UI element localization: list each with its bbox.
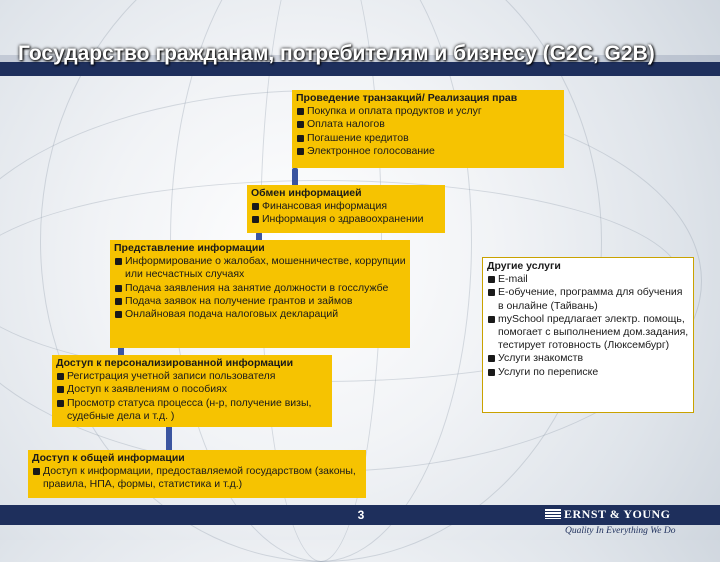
other-services-list — [487, 273, 689, 379]
list-item: Доступ к информации, предоставляемой государством (законы, правила, НПА, формы, статистика и т.д.) — [32, 465, 362, 491]
list-item: Финансовая информация — [251, 200, 441, 213]
list-item: Оплата налогов — [296, 118, 560, 131]
other-services-box — [482, 257, 694, 413]
list-item: Услуги по переписке — [487, 366, 689, 379]
list-item: mySchool предлагает электр. помощь, помогает с выполнением дом.задания, тестирует готовность (Люксембург) — [487, 313, 689, 353]
list-item: Подача заявок на получение грантов и займов — [114, 295, 406, 308]
list-item: Доступ к заявлениям о пособиях — [56, 383, 328, 396]
list-item: Онлайновая подача налоговых деклараций — [114, 308, 406, 321]
other-services-header: Другие услуги — [487, 260, 561, 272]
personal-info-box — [52, 355, 332, 427]
personal-info-header: Доступ к персонализированной информации — [56, 357, 294, 369]
slide-title: Государство гражданам, потребителям и бизнесу (G2C, G2B) — [18, 42, 655, 65]
exchange-list — [251, 200, 441, 226]
list-item: Электронное голосование — [296, 145, 560, 158]
page-number: 3 — [357, 508, 365, 522]
exchange-header: Обмен информацией — [251, 187, 362, 199]
list-item: Покупка и оплата продуктов и услуг — [296, 105, 560, 118]
company-tagline: Quality In Everything We Do — [565, 526, 676, 536]
presentation-box — [110, 240, 410, 348]
list-item: Регистрация учетной записи пользователя — [56, 370, 328, 383]
personal-info-list — [56, 370, 328, 423]
presentation-header: Представление информации — [114, 242, 265, 254]
logo-mark-icon — [545, 509, 561, 519]
list-item: Услуги знакомств — [487, 352, 689, 365]
exchange-box — [247, 185, 445, 233]
general-info-header: Доступ к общей информации — [32, 452, 185, 464]
logo-text: ERNST & YOUNG — [564, 507, 671, 521]
list-item: Просмотр статуса процесса (н-р, получение визы, судебные дела и т.д. ) — [56, 397, 328, 423]
list-item: Информирование о жалобах, мошенничестве, коррупции или несчастных случаях — [114, 255, 406, 281]
list-item: Подача заявления на занятие должности в госслужбе — [114, 282, 406, 295]
list-item: E-mail — [487, 273, 689, 286]
list-item: E-обучение, программа для обучения в онлайне (Тайвань) — [487, 286, 689, 312]
general-info-box — [28, 450, 366, 498]
presentation-list — [114, 255, 406, 321]
general-info-list — [32, 465, 362, 491]
list-item: Информация о здравоохранении — [251, 213, 441, 226]
company-logo — [545, 507, 671, 522]
transactions-list — [296, 105, 560, 158]
transactions-header: Проведение транзакций/ Реализация прав — [296, 92, 518, 104]
transactions-box — [292, 90, 564, 168]
list-item: Погашение кредитов — [296, 132, 560, 145]
